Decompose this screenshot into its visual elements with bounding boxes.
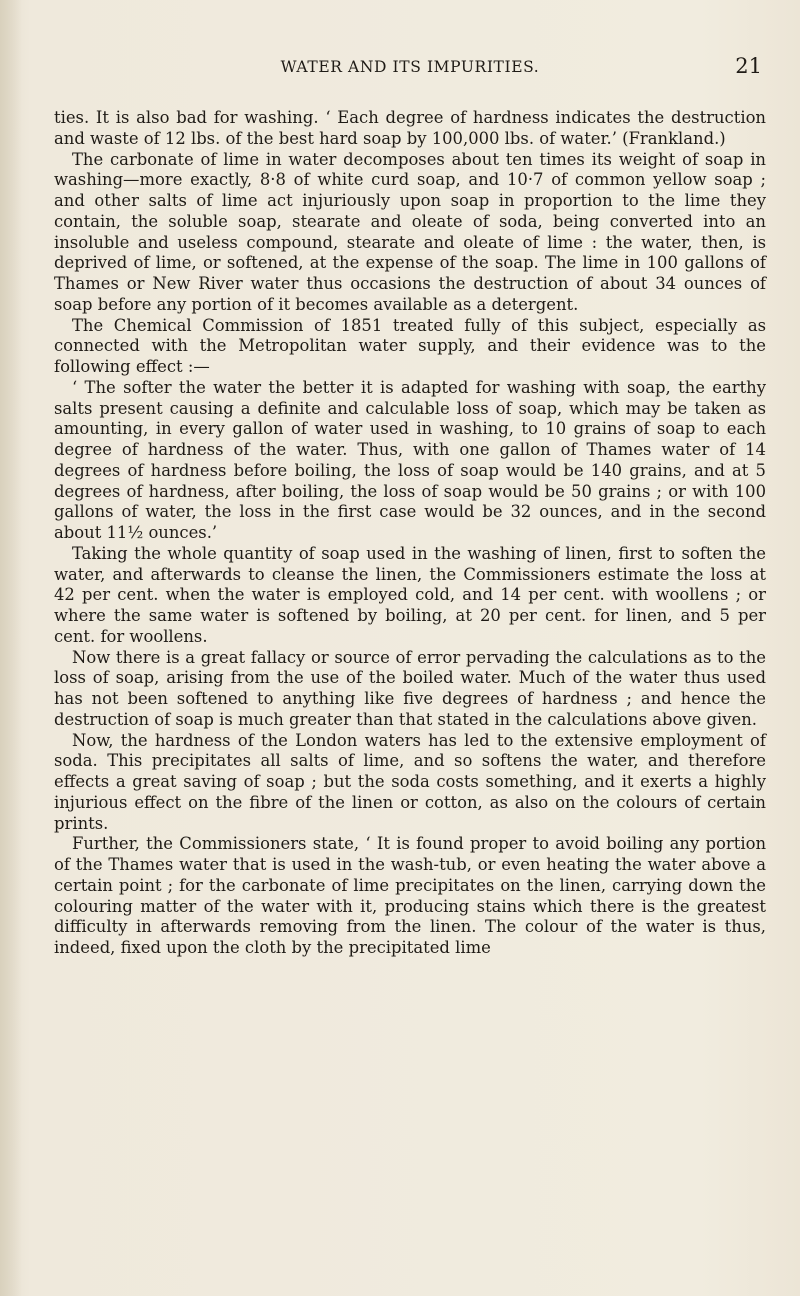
- page-number: 21: [735, 54, 762, 78]
- paragraph: Now, the hardness of the London waters has led to the extensive employment of soda. This precipitates all salts of lime, and so softens the water, and therefore effects a great saving of soap ; but the soda costs something, and it exerts a highly injurious effect on the fibre of the linen or cotton, as also on the colours of certain prints.: [54, 730, 766, 833]
- page-spine-shadow: [0, 0, 22, 1296]
- paragraph: ties. It is also bad for washing. ‘ Each degree of hardness indicates the destruction and waste of 12 lbs. of the best hard soap by 100,000 lbs. of water.’ (Frankland.): [54, 108, 766, 148]
- paragraph: Now there is a great fallacy or source of error pervading the calculations as to the loss of soap, arising from the use of the boiled water. Much of the water thus used has not been softened to anything like five degrees of hardness ; and hence the destruction of soap is much greater than that stated in the calculations above given.: [54, 647, 766, 729]
- paragraph: Taking the whole quantity of soap used in the washing of linen, first to soften the water, and afterwards to cleanse the linen, the Commissioners estimate the loss at 42 per cent. when the water is employed cold, and 14 per cent. with woollens ; or where the same water is softened by boiling, at 20 per cent. for linen, and 5 per cent. for woollens.: [54, 543, 766, 646]
- body-text: [54, 108, 766, 959]
- paragraph: The Chemical Commission of 1851 treated fully of this subject, especially as connected with the Metropolitan water supply, and their evidence was to the following effect :—: [54, 315, 766, 376]
- page-header: [54, 56, 766, 80]
- running-head: WATER AND ITS IMPURITIES.: [280, 58, 540, 76]
- paragraph: The carbonate of lime in water decomposes about ten times its weight of soap in washing—more exactly, 8·8 of white curd soap, and 10·7 of common yellow soap ; and other salts of lime act injuriously upon soap in proportion to the lime they contain, the soluble soap, stearate and oleate of soda, being converted into an insoluble and useless compound, stearate and oleate of lime : the water, then, is deprived of lime, or softened, at the expense of the soap. The lime in 100 gallons of Thames or New River water thus occasions the destruction of about 34 ounces of soap before any portion of it becomes available as a detergent.: [54, 149, 766, 314]
- paragraph-quote: ‘ The softer the water the better it is adapted for washing with soap, the earthy salts present causing a definite and calculable loss of soap, which may be taken as amounting, in every gallon of water used in washing, to 10 grains of soap to each degree of hardness of the water. Thus, with one gallon of Thames water of 14 degrees of hardness before boiling, the loss of soap would be 140 grains, and at 5 degrees of hardness, after boiling, the loss of soap would be 50 grains ; or with 100 gallons of water, the loss in the first case would be 32 ounces, and in the second about 11½ ounces.’: [54, 377, 766, 542]
- paragraph: Further, the Commissioners state, ‘ It is found proper to avoid boiling any portion of the Thames water that is used in the wash-tub, or even heating the water above a certain point ; for the carbonate of lime precipitates on the linen, carrying down the colouring matter of the water with it, producing stains which there is the greatest difficulty in afterwards removing from the linen. The colour of the water is thus, indeed, fixed upon the cloth by the precipitated lime: [54, 834, 766, 957]
